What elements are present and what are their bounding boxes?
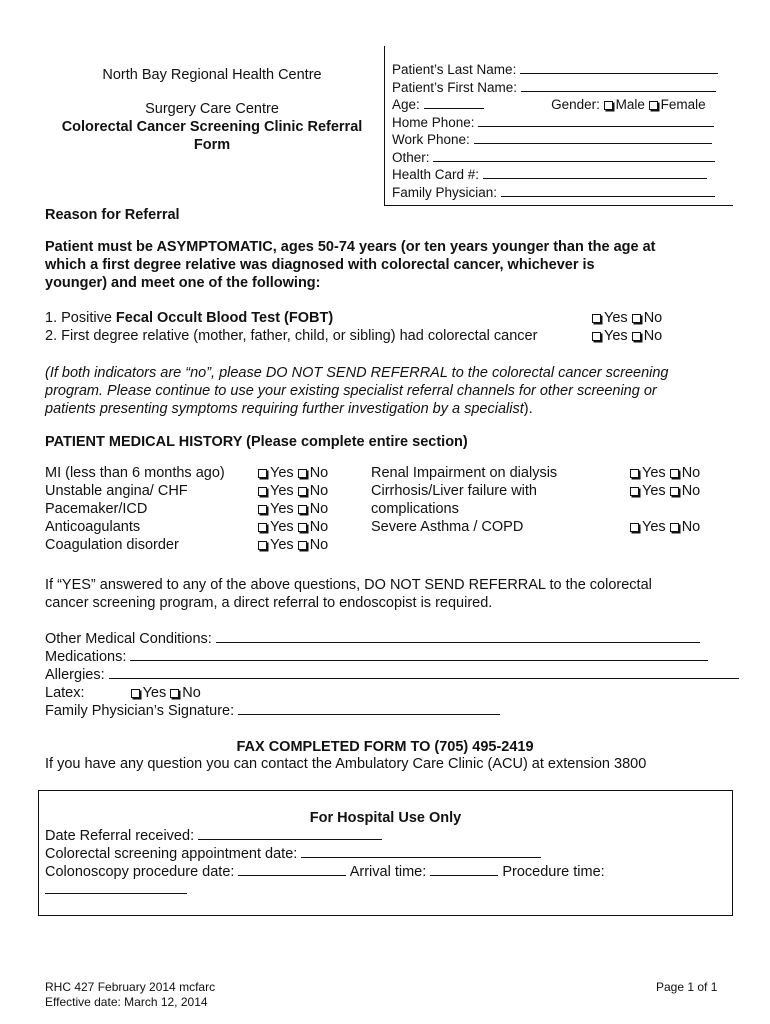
asthma-yes-checkbox[interactable] <box>630 523 639 532</box>
fax-instruction: FAX COMPLETED FORM TO (705) 495-2419 <box>236 739 534 755</box>
work-phone-field[interactable]: Work Phone: <box>392 131 732 149</box>
history-item: Cirrhosis/Liver failure with <box>371 483 537 499</box>
cirrhosis-yes-checkbox[interactable] <box>630 487 639 496</box>
last-name-field[interactable]: Patient’s Last Name: <box>392 61 732 79</box>
form-title-line1: Colorectal Cancer Screening Clinic Referral <box>61 119 363 135</box>
hospital-fields <box>45 827 725 899</box>
referral-heading: Reason for Referral <box>45 207 180 223</box>
referral-criteria: Patient must be ASYMPTOMATIC, ages 50-74 years (or ten years younger than the age at which a first degree relative was diagnosed with colorectal cancer, whichever is younger) and meet one of the following: <box>45 239 656 291</box>
fobt-no-checkbox[interactable] <box>632 314 641 323</box>
anticoagulants-no-checkbox[interactable] <box>298 523 307 532</box>
header-horizontal-divider <box>384 205 733 206</box>
coagulation-yes-checkbox[interactable] <box>258 541 267 550</box>
renal-no-checkbox[interactable] <box>670 469 679 478</box>
signature-field[interactable]: Family Physician’s Signature: <box>45 702 735 720</box>
pacemaker-yes-checkbox[interactable] <box>258 505 267 514</box>
allergies-field[interactable]: Allergies: <box>45 666 735 684</box>
latex-yes-checkbox[interactable] <box>131 689 140 698</box>
other-phone-field[interactable]: Other: <box>392 149 732 167</box>
patient-info <box>392 61 732 201</box>
health-card-field[interactable]: Health Card #: <box>392 166 732 184</box>
home-phone-field[interactable]: Home Phone: <box>392 114 732 132</box>
history-item: Renal Impairment on dialysis <box>371 465 558 481</box>
anticoagulants-yes-checkbox[interactable] <box>258 523 267 532</box>
angina-yes-checkbox[interactable] <box>258 487 267 496</box>
footer-page-number: Page 1 of 1 <box>656 980 718 994</box>
history-item: Pacemaker/ICD <box>45 501 148 517</box>
appointment-date-field[interactable]: Colorectal screening appointment date: <box>45 845 725 863</box>
date-received-field[interactable]: Date Referral received: <box>45 827 725 845</box>
first-name-field[interactable]: Patient’s First Name: <box>392 79 732 97</box>
history-item: Severe Asthma / COPD <box>371 519 524 535</box>
procedure-time-field[interactable] <box>45 881 725 899</box>
form-title-line2: Form <box>193 137 231 153</box>
relative-yes-checkbox[interactable] <box>592 332 601 341</box>
fobt-yes-no: Yes No <box>592 309 662 327</box>
family-physician-field[interactable]: Family Physician: <box>392 184 732 202</box>
header-left <box>40 66 384 154</box>
history-left-labels <box>45 464 225 554</box>
mi-no-checkbox[interactable] <box>298 469 307 478</box>
history-item: MI (less than 6 months ago) <box>45 465 225 481</box>
age-gender-row: Age: Gender: Male Female <box>392 97 706 112</box>
female-checkbox[interactable] <box>649 101 658 110</box>
referral-note: (If both indicators are “no”, please DO NOT SEND REFERRAL to the colorectal cancer screening program. Please continue to use your existing specialist referral channels for other screening or patients presenting symptoms requiring further investigation by a specialist). <box>45 365 669 417</box>
other-conditions-field[interactable]: Other Medical Conditions: <box>45 630 735 648</box>
male-checkbox[interactable] <box>604 101 613 110</box>
history-item: Unstable angina/ CHF <box>45 483 188 499</box>
header-vertical-divider <box>384 46 385 206</box>
history-item: Coagulation disorder <box>45 537 179 553</box>
relative-no-checkbox[interactable] <box>632 332 641 341</box>
latex-no-checkbox[interactable] <box>170 689 179 698</box>
history-heading: PATIENT MEDICAL HISTORY (Please complete entire section) <box>45 434 468 450</box>
coagulation-no-checkbox[interactable] <box>298 541 307 550</box>
cirrhosis-no-checkbox[interactable] <box>670 487 679 496</box>
relative-yes-no: Yes No <box>592 327 662 345</box>
referral-item-fobt: 1. Positive Fecal Occult Blood Test (FOBT) <box>45 310 334 326</box>
history-item: Anticoagulants <box>45 519 141 535</box>
history-item: complications <box>371 501 459 517</box>
procedure-row: Colonoscopy procedure date: Arrival time: Procedure time: <box>45 864 605 880</box>
footer-form-id: RHC 427 February 2014 mcfarc Effective date: March 12, 2014 <box>45 980 216 1009</box>
history-left-yes-no: Yes No Yes No Yes No Yes No Yes No <box>258 464 328 554</box>
referral-item-relative: 2. First degree relative (mother, father, child, or sibling) had colorectal cancer <box>45 328 538 344</box>
hospital-use-heading: For Hospital Use Only <box>309 810 462 826</box>
pacemaker-no-checkbox[interactable] <box>298 505 307 514</box>
medications-field[interactable]: Medications: <box>45 648 735 666</box>
latex-row: Latex: Yes No <box>45 685 201 701</box>
org-name: North Bay Regional Health Centre <box>102 67 322 83</box>
history-right-labels <box>371 464 557 536</box>
mi-yes-checkbox[interactable] <box>258 469 267 478</box>
arrival-time-field[interactable] <box>430 863 498 876</box>
fobt-yes-checkbox[interactable] <box>592 314 601 323</box>
renal-yes-checkbox[interactable] <box>630 469 639 478</box>
contact-note: If you have any question you can contact the Ambulatory Care Clinic (ACU) at extension 3800 <box>45 756 647 772</box>
history-right-yes-no: Yes No Yes No Yes No <box>630 464 700 536</box>
asthma-no-checkbox[interactable] <box>670 523 679 532</box>
age-field[interactable] <box>424 96 484 109</box>
angina-no-checkbox[interactable] <box>298 487 307 496</box>
dept-name: Surgery Care Centre <box>145 101 279 117</box>
additional-fields <box>45 630 735 720</box>
history-warning: If “YES” answered to any of the above questions, DO NOT SEND REFERRAL to the colorectal cancer screening program, a direct referral to endoscopist is required. <box>45 577 652 611</box>
procedure-date-field[interactable] <box>238 863 346 876</box>
